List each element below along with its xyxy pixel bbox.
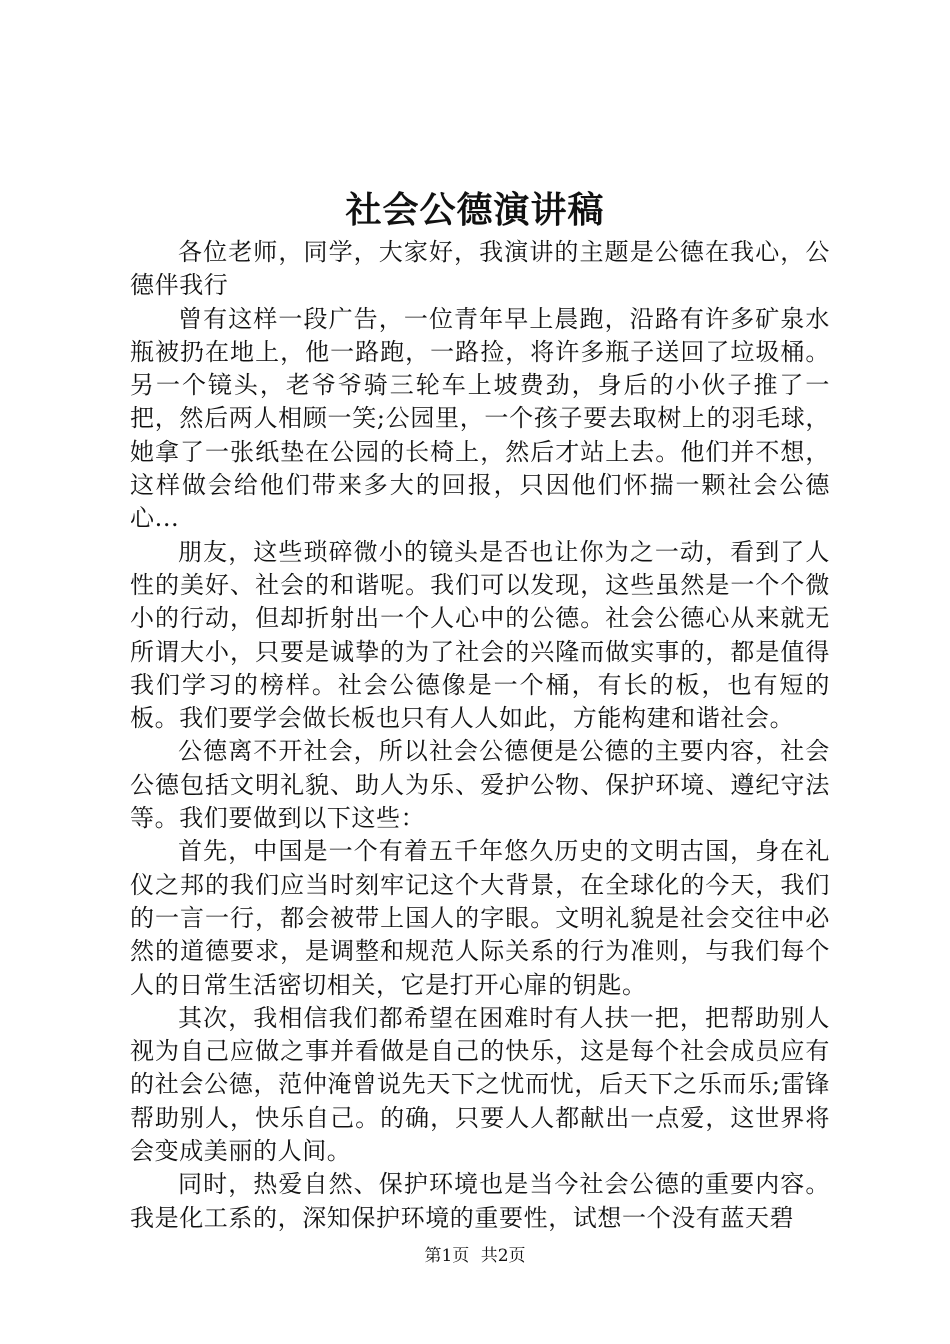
paragraph-first: 首先，中国是一个有着五千年悠久历史的文明古国，身在礼仪之邦的我们应当时刻牢记这个大背景，在全球化的今天，我们的一言一行，都会被带上国人的字眼。文明礼貌是社会交往中必然的道德要求，是调整和规范人际关系的行为准则，与我们每个人的日常生活密切相关，它是打开心扉的钥匙。 [130, 837, 830, 999]
paragraph-advertisement: 曾有这样一段广告，一位青年早上晨跑，沿路有许多矿泉水瓶被扔在地上，他一路跑，一路捡，将许多瓶子送回了垃圾桶。另一个镜头，老爷爷骑三轮车上坡费劲，身后的小伙子推了一把，然后两人相顾一笑;公园里，一个孩子要去取树上的羽毛球，她拿了一张纸垫在公园的长椅上，然后才站上去。他们并不想，这样做会给他们带来多大的回报，只因他们怀揣一颗社会公德心... [130, 304, 830, 533]
paragraph-public-morality: 公德离不开社会，所以社会公德便是公德的主要内容，社会公德包括文明礼貌、助人为乐、爱护公物、保护环境、遵纪守法等。我们要做到以下这些： [130, 737, 830, 833]
paragraph-greeting: 各位老师，同学，大家好，我演讲的主题是公德在我心，公德伴我行 [130, 238, 830, 300]
paragraph-friends: 朋友，这些琐碎微小的镜头是否也让你为之一动，看到了人性的美好、社会的和谐呢。我们可以发现，这些虽然是一个个微小的行动，但却折射出一个人心中的公德。社会公德心从来就无所谓大小，只要是诚挚的为了社会的兴隆而做实事的，都是值得我们学习的榜样。社会公德像是一个桶，有长的板，也有短的板。我们要学会做长板也只有人人如此，方能构建和谐社会。 [130, 537, 830, 733]
page-footer [0, 1244, 950, 1268]
paragraph-meanwhile: 同时，热爱自然、保护环境也是当今社会公德的重要内容。我是化工系的，深知保护环境的重要性，试想一个没有蓝天碧 [130, 1170, 830, 1232]
document-title: 社会公德演讲稿 [345, 189, 605, 231]
page-number-total: 共2页 [480, 1246, 526, 1266]
paragraph-second: 其次，我相信我们都希望在困难时有人扶一把，把帮助别人视为自己应做之事并看做是自己的快乐，这是每个社会成员应有的社会公德，范仲淹曾说先天下之忧而忧，后天下之乐而乐;雷锋帮助别人，快乐自己。的确，只要人人都献出一点爱，这世界将会变成美丽的人间。 [130, 1003, 830, 1166]
document-body [130, 236, 830, 1235]
page-number-current: 第1页 [424, 1246, 470, 1266]
